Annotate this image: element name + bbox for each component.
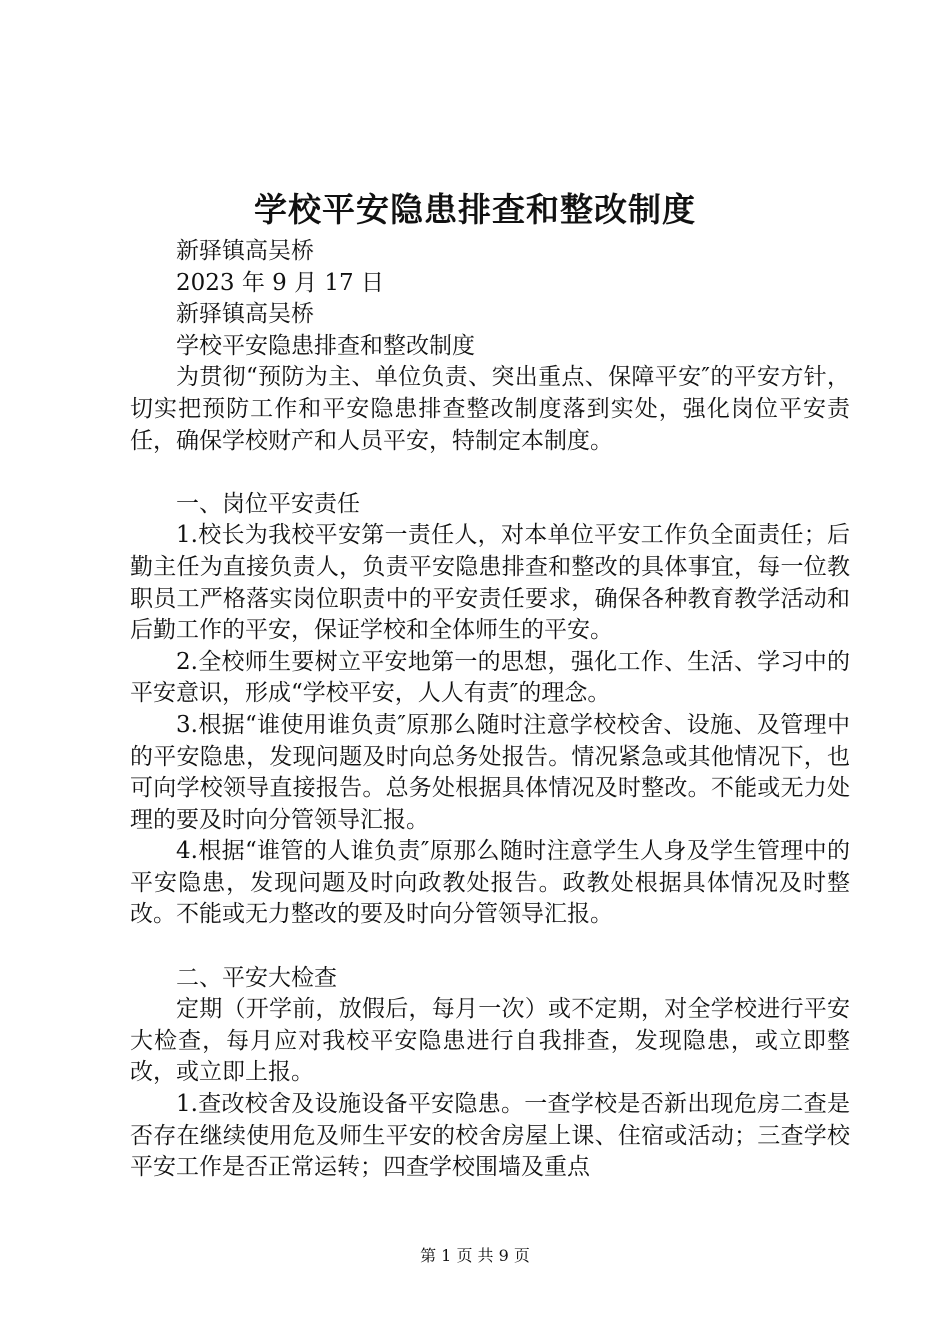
document-title: 学校平安隐患排查和整改制度 [254,190,696,229]
section-heading-2: 二、平安大检查 [176,964,337,991]
paragraph-gap [130,457,850,489]
page-footer: 第 1 页 共 9 页 [420,1246,530,1265]
paragraph-2-intro: 定期（开学前，放假后，每月一次）或不定期，对全学校进行平安大检查，每月应对我校平安隐患进行自我排查，发现隐患，或立即整改，或立即上报。 [130,996,850,1086]
subtitle-line: 学校平安隐患排查和整改制度 [176,332,475,359]
document-body [130,236,850,1184]
paragraph-2-1: 1.查改校舍及设施设备平安隐患。一查学校是否新出现危房二查是否存在继续使用危及师生平安的校舍房屋上课、住宿或活动；三查学校平安工作是否正常运转；四查学校围墙及重点 [130,1091,850,1181]
paragraph-1-2: 2.全校师生要树立平安地第一的思想，强化工作、生活、学习中的平安意识，形成“学校平安，人人有责″的理念。 [130,648,850,707]
author-line: 新驿镇高吴桥 [176,238,314,264]
intro-paragraph: 为贯彻“预防为主、单位负责、突出重点、保障平安″的平安方针，切实把预防工作和平安隐患排查整改制度落到实处，强化岗位平安责任，确保学校财产和人员平安，特制定本制度。 [130,364,850,454]
paragraph-1-1: 1.校长为我校平安第一责任人，对本单位平安工作负全面责任；后勤主任为直接负责人，负责平安隐患排查和整改的具体事宜，每一位教职员工严格落实岗位职责中的平安责任要求，确保各种教育教学活动和后勤工作的平安，保证学校和全体师生的平安。 [130,522,850,644]
section-heading-1: 一、岗位平安责任 [176,490,360,517]
date-line: 2023 年 9 月 17 日 [176,269,384,296]
paragraph-1-4: 4.根据“谁管的人谁负责″原那么随时注意学生人身及学生管理中的平安隐患，发现问题及时向政教处报告。政教处根据具体情况及时整改。不能或无力整改的要及时向分管领导汇报。 [130,838,850,928]
paragraph-gap [130,931,850,963]
paragraph-1-3: 3.根据“谁使用谁负责″原那么随时注意学校校舍、设施、及管理中的平安隐患，发现问题及时向总务处报告。情况紧急或其他情况下，也可向学校领导直接报告。总务处根据具体情况及时整改。不能或无力处理的要及时向分管领导汇报。 [130,711,850,833]
author-line-repeat: 新驿镇高吴桥 [176,301,314,328]
